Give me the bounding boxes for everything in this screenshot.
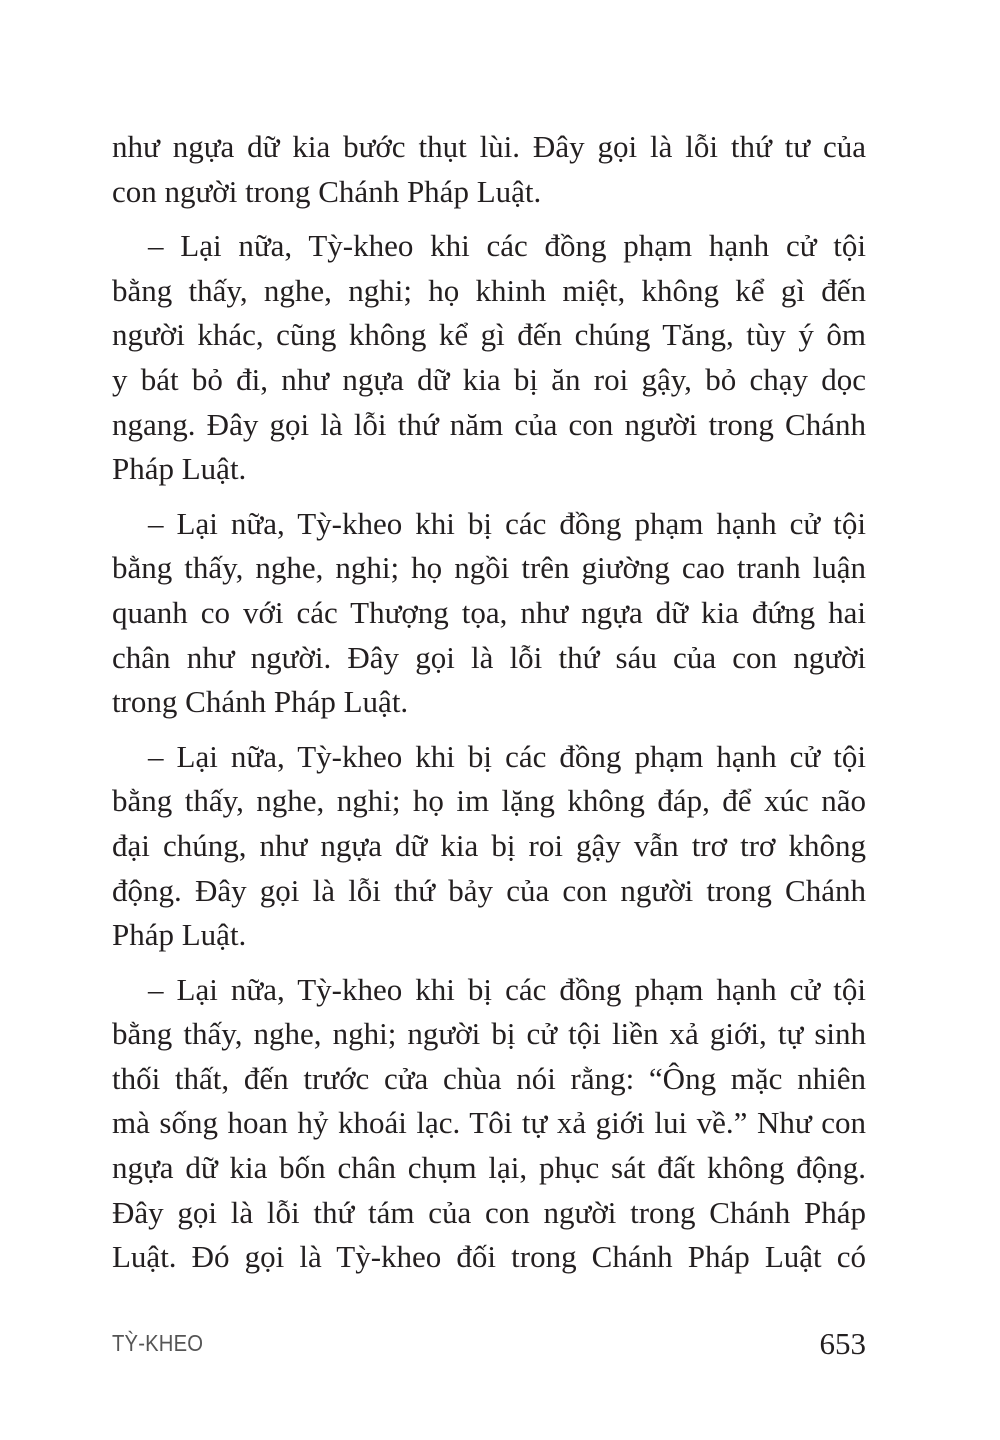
text-line: con người trong Chánh Pháp Luật. <box>112 173 542 209</box>
text-line: bằng thấy, nghe, nghi; họ ngồi trên giường cao tranh luận <box>112 550 866 586</box>
text-line: bằng thấy, nghe, nghi; người bị cử tội liền xả giới, tự sinh <box>112 1016 866 1052</box>
text-line: trong Chánh Pháp Luật. <box>112 684 409 720</box>
text-line: bằng thấy, nghe, nghi; họ im lặng không đáp, để xúc não <box>112 783 866 819</box>
page-body <box>112 125 866 1290</box>
text-line: thối thất, đến trước cửa chùa nói rằng: “Ông mặc nhiên <box>112 1060 866 1096</box>
text-line: như ngựa dữ kia bước thụt lùi. Đây gọi là lỗi thứ tư của <box>112 129 866 164</box>
text-line: ngựa dữ kia bốn chân chụm lại, phục sát đất không động. <box>112 1150 866 1186</box>
paragraph <box>112 224 866 492</box>
text-line: – Lại nữa, Tỳ-kheo khi bị các đồng phạm hạnh cử tội <box>148 971 866 1007</box>
running-title: TỲ-KHEO <box>112 1330 204 1356</box>
text-line: y bát bỏ đi, như ngựa dữ kia bị ăn roi gậy, bỏ chạy dọc <box>112 361 866 397</box>
text-line: ngang. Đây gọi là lỗi thứ năm của con người trong Chánh <box>112 406 866 442</box>
text-line: Pháp Luật. <box>112 451 247 487</box>
text-line: Luật. Đó gọi là Tỳ-kheo đối trong Chánh Pháp Luật có <box>112 1239 866 1275</box>
page-number: 653 <box>819 1326 866 1361</box>
text-line: chân như người. Đây gọi là lỗi thứ sáu của con người <box>112 639 866 675</box>
paragraph <box>112 125 866 214</box>
paragraph <box>112 735 866 958</box>
text-line: – Lại nữa, Tỳ-kheo khi bị các đồng phạm hạnh cử tội <box>148 505 866 541</box>
paragraph <box>112 968 866 1280</box>
text-line: động. Đây gọi là lỗi thứ bảy của con người trong Chánh <box>112 872 866 908</box>
text-line: – Lại nữa, Tỳ-kheo khi bị các đồng phạm hạnh cử tội <box>148 738 866 774</box>
text-line: Đây gọi là lỗi thứ tám của con người trong Chánh Pháp <box>112 1194 866 1230</box>
text-line: người khác, cũng không kể gì đến chúng Tăng, tùy ý ôm <box>112 317 866 353</box>
text-line: quanh co với các Thượng tọa, như ngựa dữ kia đứng hai <box>112 594 866 630</box>
text-line: mà sống hoan hỷ khoái lạc. Tôi tự xả giới lui về.” Như con <box>112 1105 866 1141</box>
text-line: đại chúng, như ngựa dữ kia bị roi gậy vẫn trơ trơ không <box>112 827 866 863</box>
paragraph <box>112 502 866 725</box>
text-line: – Lại nữa, Tỳ-kheo khi các đồng phạm hạnh cử tội <box>148 228 866 264</box>
text-line: bằng thấy, nghe, nghi; họ khinh miệt, không kể gì đến <box>112 272 866 308</box>
text-line: Pháp Luật. <box>112 917 247 953</box>
